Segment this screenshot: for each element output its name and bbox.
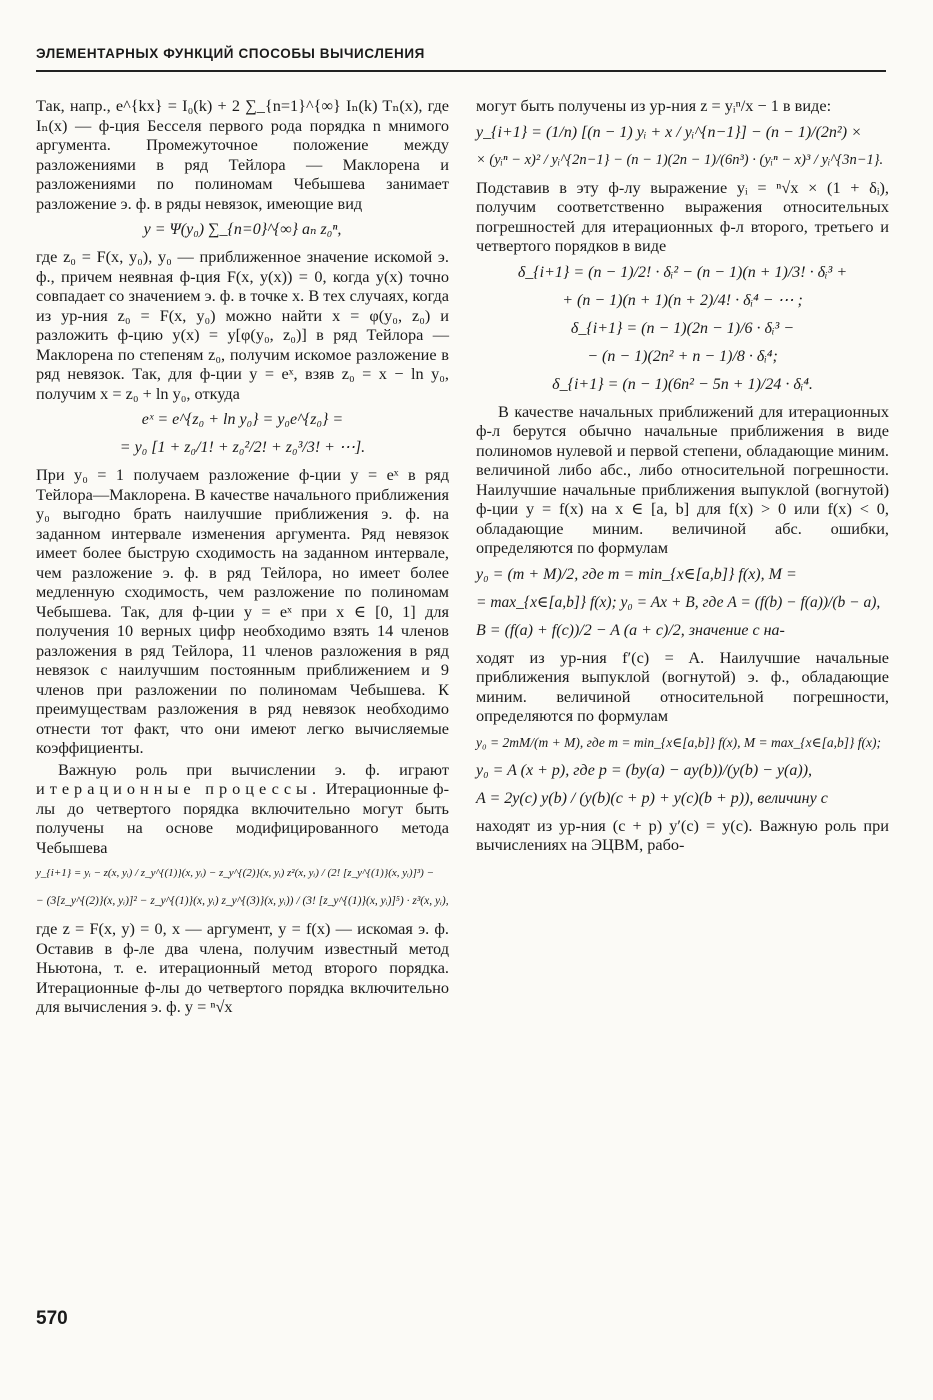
left-paragraph-4-end: Итерационные ф-лы до четвертого порядка включительно могут быть получены на основе модифицированного метода Чебышева [36,779,449,857]
running-header: ЭЛЕМЕНТАРНЫХ ФУНКЦИЙ СПОСОБЫ ВЫЧИСЛЕНИЯ [36,46,425,61]
right-column [476,96,889,857]
right-formula-delta-3: δ_{i+1} = (n − 1)(6n² − 5n + 1)/24 · δᵢ⁴. [552,375,813,393]
right-formula-abs-c: B = (f(a) + f(c))/2 − A (a + c)/2, значение c на- [476,621,785,639]
left-paragraph-5: где z = F(x, y) = 0, x — аргумент, y = f(x) — искомая э. ф. Оставив в ф-ле два члена, получим известный метод Ньютона, т. е. итерационный метод второго порядка. Итерационные ф-лы до четвертого порядка включительно для вычисления э. ф. y = ⁿ√x [36,919,449,1016]
right-paragraph-4: ходят из ур-ния f′(c) = A. Наилучшие начальные приближения выпуклой (вогнутой) э. ф., обладающие миним. величиной относительной погрешности, определяются по формулам [476,647,889,725]
left-formula-residual-series: y = Ψ(y₀) ∑_{n=0}^{∞} aₙ z₀ⁿ, [143,221,342,238]
right-formula-iteration-b: × (yᵢⁿ − x)² / yᵢ^{2n−1} − (n − 1)(2n − 1)/(6n³) · (yᵢⁿ − x)³ / yᵢ^{3n−1}. [476,151,884,168]
right-formula-iteration-a: y_{i+1} = (1/n) [(n − 1) yᵢ + x / yᵢ^{n−1}] − (n − 1)/(2n²) × [476,123,862,141]
page-number: 570 [36,1308,68,1329]
right-formula-delta-1b: + (n − 1)(n + 1)(n + 2)/4! · δᵢ⁴ − ⋯ ; [562,291,803,309]
right-formula-rel-a: y₀ = 2mM/(m + M), где m = min_{x∈[a,b]} f(x), M = max_{x∈[a,b]} f(x); [476,734,882,750]
right-formula-rel-c: A = 2y(c) y(b) / (y(b)(c + p) + y(c)(b + p)), величину c [476,789,828,807]
right-formula-delta-2a: δ_{i+1} = (n − 1)(2n − 1)/6 · δᵢ³ − [570,319,795,337]
term-iterative-processes: итерационные процессы. [36,779,322,798]
left-formula-chebyshev-a: y_{i+1} = yᵢ − z(x, yᵢ) / z_y^{(1)}(x, yᵢ) − z_y^{(2)}(x, yᵢ) z²(x, yᵢ) / (2! [z_y^{(1)}(x, yᵢ)]³) − [36,867,434,879]
left-paragraph-4 [36,760,449,858]
header-rule [36,70,886,72]
right-paragraph-5: находят из ур-ния (c + p) y′(c) = y(c). Важную роль при вычислениях на ЭЦВМ, рабо- [476,815,889,854]
left-formula-exp-a: eˣ = e^{z₀ + ln y₀} = y₀e^{z₀} = [141,411,344,428]
right-formula-abs-a: y₀ = (m + M)/2, где m = min_{x∈[a,b]} f(x), M = [476,565,797,583]
left-column [36,96,449,1019]
right-paragraph-2: Подставив в эту ф-лу выражение yᵢ = ⁿ√x × (1 + δᵢ), получим соответственно выражения относительных погрешностей для итерационных ф-л второго, третьего и четвертого порядков в виде [476,177,889,255]
right-formula-delta-1a: δ_{i+1} = (n − 1)/2! · δᵢ² − (n − 1)(n + 1)/3! · δᵢ³ + [517,263,848,281]
left-formula-chebyshev-b: − (3[z_y^{(2)}(x, yᵢ)]² − z_y^{(1)}(x, yᵢ) z_y^{(3)}(x, yᵢ)) / (3! [z_y^{(1)}(x, yᵢ)]⁵) · z³(x, yᵢ), [36,895,449,907]
left-paragraph-3: При y₀ = 1 получаем разложение ф-ции y = eˣ в ряд Тейлора—Маклорена. В качестве начального приближения y₀ выгодно брать наилучшие приближения э. ф. на заданном интервале изменения аргумента. Ряд невязок имеет более быструю сходимость на заданном интервале, чем разложение э. ф. в ряд Тейлора, но имеет более медленную сходимость, чем разложение по полиномам Чебышева. Так, для ф-ции y = eˣ при x ∈ [0, 1] для получения 10 верных цифр необходимо взять 14 членов разложения в ряд Тейлора, 11 членов разложения в ряд невязок с наилучшим постоянным приближением и 9 членов при разложении по полиномам Чебышева. К преимуществам разложения в ряд невязок необходимо отнести тот факт, что они имеют легко вычисляемые коэффициенты. [36,465,449,757]
left-paragraph-1: Так, напр., e^{kx} = I₀(k) + 2 ∑_{n=1}^{∞} Iₙ(k) Tₙ(x), где Iₙ(x) — ф-ция Бесселя первого рода порядка n мнимого аргумента. Промежуточное положение между разложениями в ряд Тейлора — Маклорена и разложениями по полиномам Чебышева занимает разложение э. ф. в ряды невязок, имеющие вид [36,96,449,213]
right-formula-abs-b: = max_{x∈[a,b]} f(x); y₀ = Ax + B, где A = (f(b) − f(a))/(b − a), [476,593,881,611]
right-paragraph-3: В качестве начальных приближений для итерационных ф-л берутся обычно начальные приближения в виде полиномов нулевой и первой степени, обладающие миним. величиной либо абс., либо относительной погрешности. Наилучшие начальные приближения выпуклой (вогнутой) ф-ции y = f(x) на x ∈ [a, b] для f(x) > 0 или f(x) < 0, обладающие миним. величиной абс. ошибки, определяются по формулам [476,401,889,557]
right-formula-delta-2b: − (n − 1)(2n² + n − 1)/8 · δᵢ⁴; [587,347,778,365]
left-paragraph-4-start: Важную роль при вычислении э. ф. играют [58,759,449,779]
right-paragraph-1: могут быть получены из ур-ния z = yᵢⁿ/x − 1 в виде: [476,96,832,115]
left-formula-exp-b: = y₀ [1 + z₀/1! + z₀²/2! + z₀³/3! + ⋯]. [119,439,366,456]
right-formula-rel-b: y₀ = A (x + p), где p = (by(a) − ay(b))/(y(b) − y(a)), [476,761,813,779]
left-paragraph-2: где z₀ = F(x, y₀), y₀ — приближенное значение искомой э. ф., причем неявная ф-ция F(x, y(x)) = 0, когда y(x) точно совпадает со значением э. ф. в точке x. В тех случаях, когда из ур-ния z₀ = F(x, y₀) можно найти x = φ(y₀, z₀) и разложить ф-цию y(x) = y[φ(y₀, z₀)] в ряд Тейлора — Маклорена по степеням z₀, получим искомое разложение в ряд невязок. Так, для ф-ции y = eˣ, взяв z₀ = x − ln y₀, получим x = z₀ + ln y₀, откуда [36,247,449,403]
